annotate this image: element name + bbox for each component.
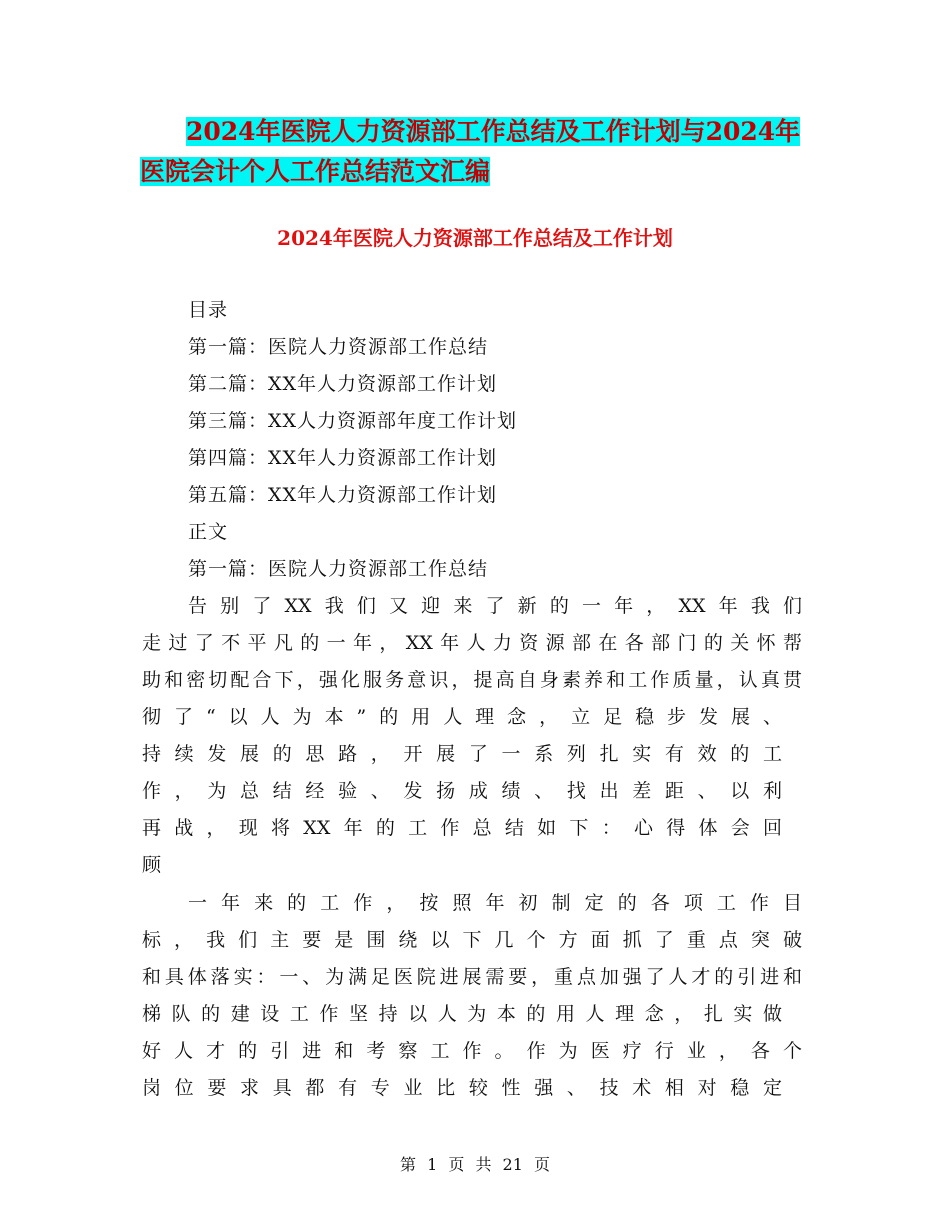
section-title: 2024年医院人力资源部工作总结及工作计划 xyxy=(277,226,673,250)
toc-heading: 目录 xyxy=(188,299,229,321)
paragraph-line: 顾 xyxy=(142,854,162,876)
paragraph-line: 岗位要求具都有专业比较性强、技术相对稳定 xyxy=(142,1077,782,1099)
toc-item: 第五篇：XX年人力资源部工作计划 xyxy=(188,484,498,506)
paragraph-line: 告别了XX我们又迎来了新的一年，XX年我们 xyxy=(188,595,802,617)
paragraph-line: 持续发展的思路，开展了一系列扎实有效的工 xyxy=(142,743,782,765)
paragraph-line: 梯队的建设工作坚持以人为本的用人理念，扎实做 xyxy=(142,1003,782,1025)
toc-item: 第一篇：医院人力资源部工作总结 xyxy=(188,336,489,358)
title-line-1: 2024年医院人力资源部工作总结及工作计划与2024年 xyxy=(186,117,801,146)
body-heading: 正文 xyxy=(188,521,229,543)
paragraph-line: 好人才的引进和考察工作。作为医疗行业，各个 xyxy=(142,1040,802,1062)
paragraph-line: 作，为总结经验、发扬成绩、找出差距、以利 xyxy=(142,780,782,802)
document-title xyxy=(140,112,820,192)
paragraph-line: 和具体落实：一、为满足医院进展需要，重点加强了人才的引进和 xyxy=(142,966,802,988)
paragraph-line: 走过了不平凡的一年，XX年人力资源部在各部门的关怀帮 xyxy=(142,632,802,654)
paragraph-line: 助和密切配合下，强化服务意识，提高自身素养和工作质量，认真贯 xyxy=(142,669,802,691)
paragraph-line: 一年来的工作，按照年初制定的各项工作目 xyxy=(188,892,802,914)
page-footer: 第 1 页 共 21 页 xyxy=(400,1155,550,1174)
toc-item: 第四篇：XX年人力资源部工作计划 xyxy=(188,447,498,469)
toc-item: 第三篇：XX人力资源部年度工作计划 xyxy=(188,410,518,432)
toc-item: 第二篇：XX年人力资源部工作计划 xyxy=(188,373,498,395)
paragraph-line: 标，我们主要是围绕以下几个方面抓了重点突破 xyxy=(142,929,802,951)
paragraph-line: 再战，现将XX年的工作总结如下：心得体会回 xyxy=(142,817,782,839)
chapter-heading: 第一篇：医院人力资源部工作总结 xyxy=(188,558,489,580)
title-line-2: 医院会计个人工作总结范文汇编 xyxy=(140,157,491,186)
paragraph-line: 彻了“以人为本”的用人理念，立足稳步发展、 xyxy=(142,706,782,728)
table-of-contents xyxy=(188,292,517,588)
